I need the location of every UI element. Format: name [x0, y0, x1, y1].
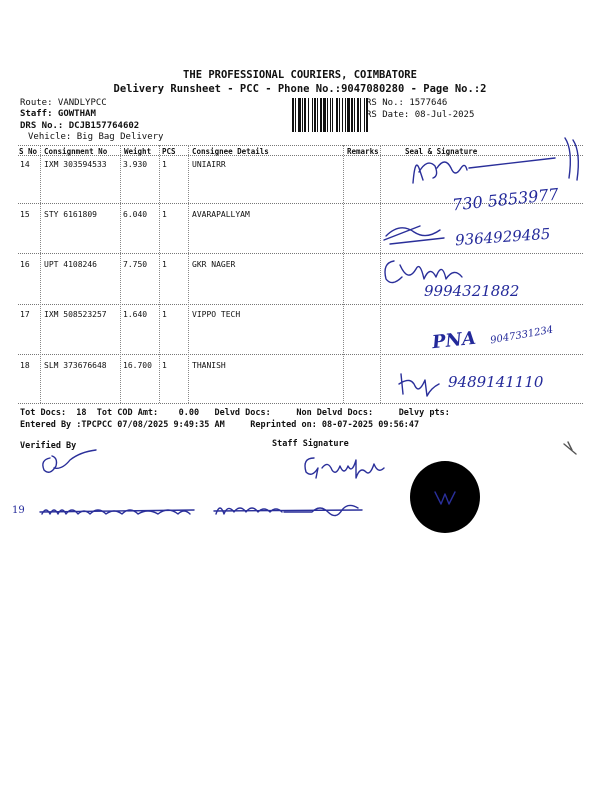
- cell-weight: 16.700: [123, 361, 152, 370]
- barcode-bar: [364, 98, 365, 132]
- barcode-bar: [357, 98, 359, 132]
- cell-sno: 15: [20, 210, 30, 219]
- staff-field: Staff: GOWTHAM: [20, 109, 96, 119]
- cell-sno: 14: [20, 160, 30, 169]
- cell-consignment: IXM 303594533: [44, 160, 107, 169]
- col-header-weight: Weight: [124, 147, 152, 156]
- col-header-pcs: PCS: [162, 147, 176, 156]
- cell-pcs: 1: [162, 361, 167, 370]
- handwritten-signature-15: [380, 218, 450, 248]
- column-divider: [159, 145, 160, 403]
- column-divider: [40, 145, 41, 403]
- barcode-bar: [298, 98, 301, 132]
- ink-mark: [562, 440, 582, 460]
- cell-consignee: THANISH: [192, 361, 226, 370]
- handwritten-name-17: PNA: [431, 327, 477, 354]
- cell-consignment: IXM 508523257: [44, 310, 107, 319]
- company-seal-stamp: [405, 456, 485, 538]
- barcode-bar: [339, 98, 340, 132]
- column-divider: [343, 145, 344, 403]
- barcode-bar: [332, 98, 333, 132]
- cell-sno: 16: [20, 260, 30, 269]
- staff-signature-label: Staff Signature: [272, 439, 349, 449]
- runsheet-subtitle: Delivery Runsheet - PCC - Phone No.:9047080280 - Page No.:2: [113, 83, 487, 95]
- barcode-bar: [317, 98, 318, 132]
- struck-consignment-entry: [38, 500, 198, 524]
- column-divider: [188, 145, 189, 403]
- column-divider: [120, 145, 121, 403]
- barcode-bar: [295, 98, 296, 132]
- handwritten-phone-15: 9364929485: [454, 224, 551, 250]
- row-divider: [18, 253, 583, 254]
- cell-weight: 7.750: [123, 260, 148, 269]
- col-header-consignee: Consignee Details: [192, 147, 269, 156]
- handwritten-signature-18: [395, 368, 445, 398]
- cell-pcs: 1: [162, 260, 167, 269]
- row-divider: [18, 304, 583, 305]
- cell-weight: 1.640: [123, 310, 148, 319]
- cell-consignment: UPT 4108246: [44, 260, 97, 269]
- col-header-remarks: Remarks: [347, 147, 379, 156]
- barcode-bar: [302, 98, 303, 132]
- handwritten-row-number: 19: [12, 505, 25, 516]
- rs-number-field: RS No.: 1577646: [366, 98, 448, 108]
- totals-line: Tot Docs: 18 Tot COD Amt: 0.00 Delvd Docs: Non Delvd Docs: Delvy pts:: [20, 408, 450, 418]
- struck-consignee-entry: [212, 498, 372, 522]
- cell-consignment: SLM 373676648: [44, 361, 107, 370]
- barcode-bar: [320, 98, 322, 132]
- barcode-bar: [292, 98, 294, 132]
- route-field: Route: VANDLYPCC: [20, 98, 107, 108]
- cell-consignee: AVARAPALLYAM: [192, 210, 250, 219]
- row-divider: [18, 354, 583, 355]
- cell-weight: 3.930: [123, 160, 148, 169]
- col-header-sno: S No: [19, 147, 38, 156]
- cell-consignee: VIPPO TECH: [192, 310, 241, 319]
- cell-sno: 17: [20, 310, 30, 319]
- cell-pcs: 1: [162, 210, 167, 219]
- barcode-bar: [314, 98, 316, 132]
- handwritten-phone-18: 9489141110: [448, 373, 544, 391]
- company-title: THE PROFESSIONAL COURIERS, COIMBATORE: [183, 69, 417, 81]
- drs-number-field: DRS No.: DCJB157764602: [20, 121, 140, 131]
- cell-consignee: UNIAIRR: [192, 160, 226, 169]
- barcode-bar: [312, 98, 313, 132]
- table-bottom-rule: [18, 403, 583, 404]
- cell-pcs: 1: [162, 160, 167, 169]
- cell-consignee: GKR NAGER: [192, 260, 236, 269]
- col-header-signature: Seal & Signature: [405, 147, 478, 156]
- barcode-bar: [336, 98, 338, 132]
- cell-consignment: STY 6161809: [44, 210, 97, 219]
- col-header-consignment: Consignment No: [44, 147, 108, 156]
- barcode-bar: [327, 98, 328, 132]
- barcode-bar: [342, 98, 343, 132]
- entered-by-line: Entered By :TPCPCC 07/08/2025 9:49:35 AM Reprinted on: 08-07-2025 09:56:47: [20, 420, 420, 430]
- rs-date-field: RS Date: 08-Jul-2025: [366, 110, 475, 120]
- barcode-bar: [351, 98, 353, 132]
- barcode-bar: [323, 98, 326, 132]
- barcode-bar: [330, 98, 331, 132]
- barcode-bar: [354, 98, 355, 132]
- cell-pcs: 1: [162, 310, 167, 319]
- handwritten-phone-17: 9047331234: [489, 324, 555, 347]
- handwritten-phone-16: 9994321882: [424, 282, 520, 300]
- barcode-bar: [347, 98, 350, 132]
- barcode-bar: [308, 98, 309, 132]
- cell-weight: 6.040: [123, 210, 148, 219]
- staff-handwritten-signature: [300, 452, 390, 482]
- vehicle-field: Vehicle: Big Bag Delivery: [28, 132, 164, 142]
- verified-by-label: Verified By: [20, 441, 77, 451]
- barcode-bar: [345, 98, 346, 132]
- cell-sno: 18: [20, 361, 30, 370]
- barcode-bar: [360, 98, 361, 132]
- handwritten-phone-14: 730 5853977: [451, 184, 560, 215]
- verified-by-signature: [36, 448, 106, 478]
- barcode-bar: [304, 98, 306, 132]
